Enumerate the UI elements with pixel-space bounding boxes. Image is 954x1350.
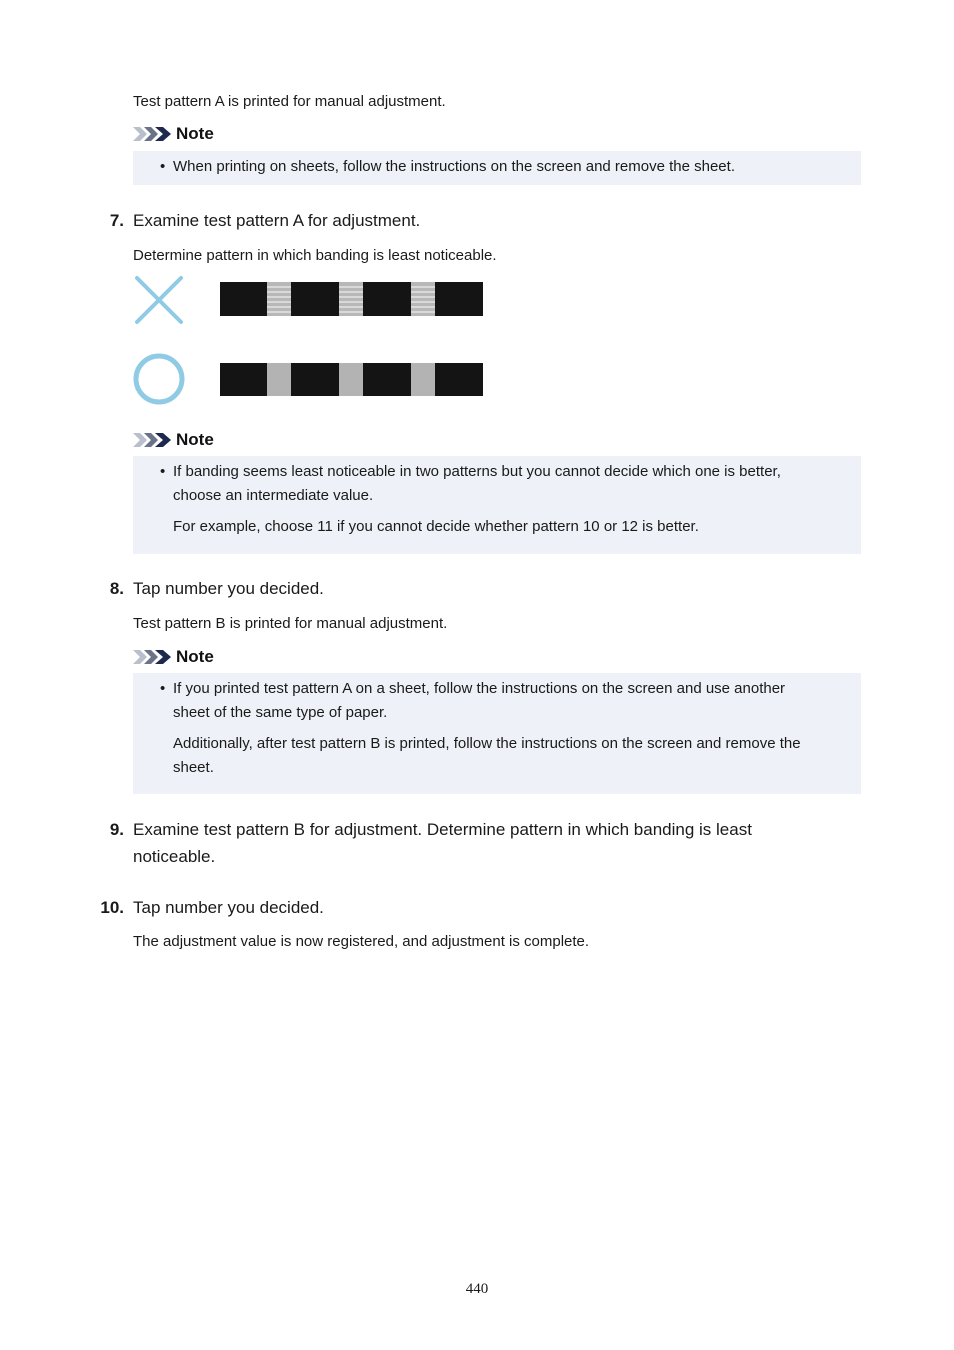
step-description: The adjustment value is now registered, and adjustment is complete. xyxy=(133,933,590,950)
bullet-icon: • xyxy=(160,158,166,175)
banded-pattern xyxy=(220,282,483,316)
note-line: If you printed test pattern A on a sheet, follow the instructions on the screen and use another xyxy=(173,680,786,697)
step-text: Examine test pattern B for adjustment. Determine pattern in which banding is least xyxy=(133,820,752,839)
step-number: 10. xyxy=(100,898,124,917)
step-number: 7. xyxy=(109,211,124,230)
banding-pattern-figure xyxy=(131,274,487,409)
note-line: If banding seems least noticeable in two patterns but you cannot decide which one is better, xyxy=(173,463,781,480)
step-text: Tap number you decided. xyxy=(133,579,324,598)
circle-mark-icon xyxy=(136,356,182,402)
note-chevrons-icon xyxy=(133,126,173,142)
note-line: sheet. xyxy=(173,759,214,776)
note-box xyxy=(133,456,861,554)
note-item: When printing on sheets, follow the instructions on the screen and remove the sheet. xyxy=(173,158,735,175)
note-title: Note xyxy=(176,124,214,143)
step-text: noticeable. xyxy=(133,847,216,866)
bullet-icon: • xyxy=(160,463,166,480)
step-number: 9. xyxy=(109,820,124,839)
step-text: Examine test pattern A for adjustment. xyxy=(133,211,421,230)
step-text: Tap number you decided. xyxy=(133,898,324,917)
step-description: Determine pattern in which banding is least noticeable. xyxy=(133,247,497,264)
page-number: 440 xyxy=(465,1281,489,1297)
note-line: For example, choose 11 if you cannot decide whether pattern 10 or 12 is better. xyxy=(173,518,699,535)
note-title: Note xyxy=(176,430,214,449)
note-box xyxy=(133,673,861,794)
note-box xyxy=(133,151,861,185)
note-title: Note xyxy=(176,647,214,666)
cross-mark-icon xyxy=(137,278,181,322)
note-line: Additionally, after test pattern B is printed, follow the instructions on the screen and remove the xyxy=(173,735,801,752)
intro-text: Test pattern A is printed for manual adjustment. xyxy=(133,93,446,110)
clean-pattern xyxy=(220,363,483,396)
step-number: 8. xyxy=(109,579,124,598)
step-description: Test pattern B is printed for manual adjustment. xyxy=(133,615,448,632)
note-line: choose an intermediate value. xyxy=(173,487,374,504)
note-line: sheet of the same type of paper. xyxy=(173,704,388,721)
bullet-icon: • xyxy=(160,680,166,697)
note-chevrons-icon xyxy=(133,649,173,665)
note-chevrons-icon xyxy=(133,432,173,448)
